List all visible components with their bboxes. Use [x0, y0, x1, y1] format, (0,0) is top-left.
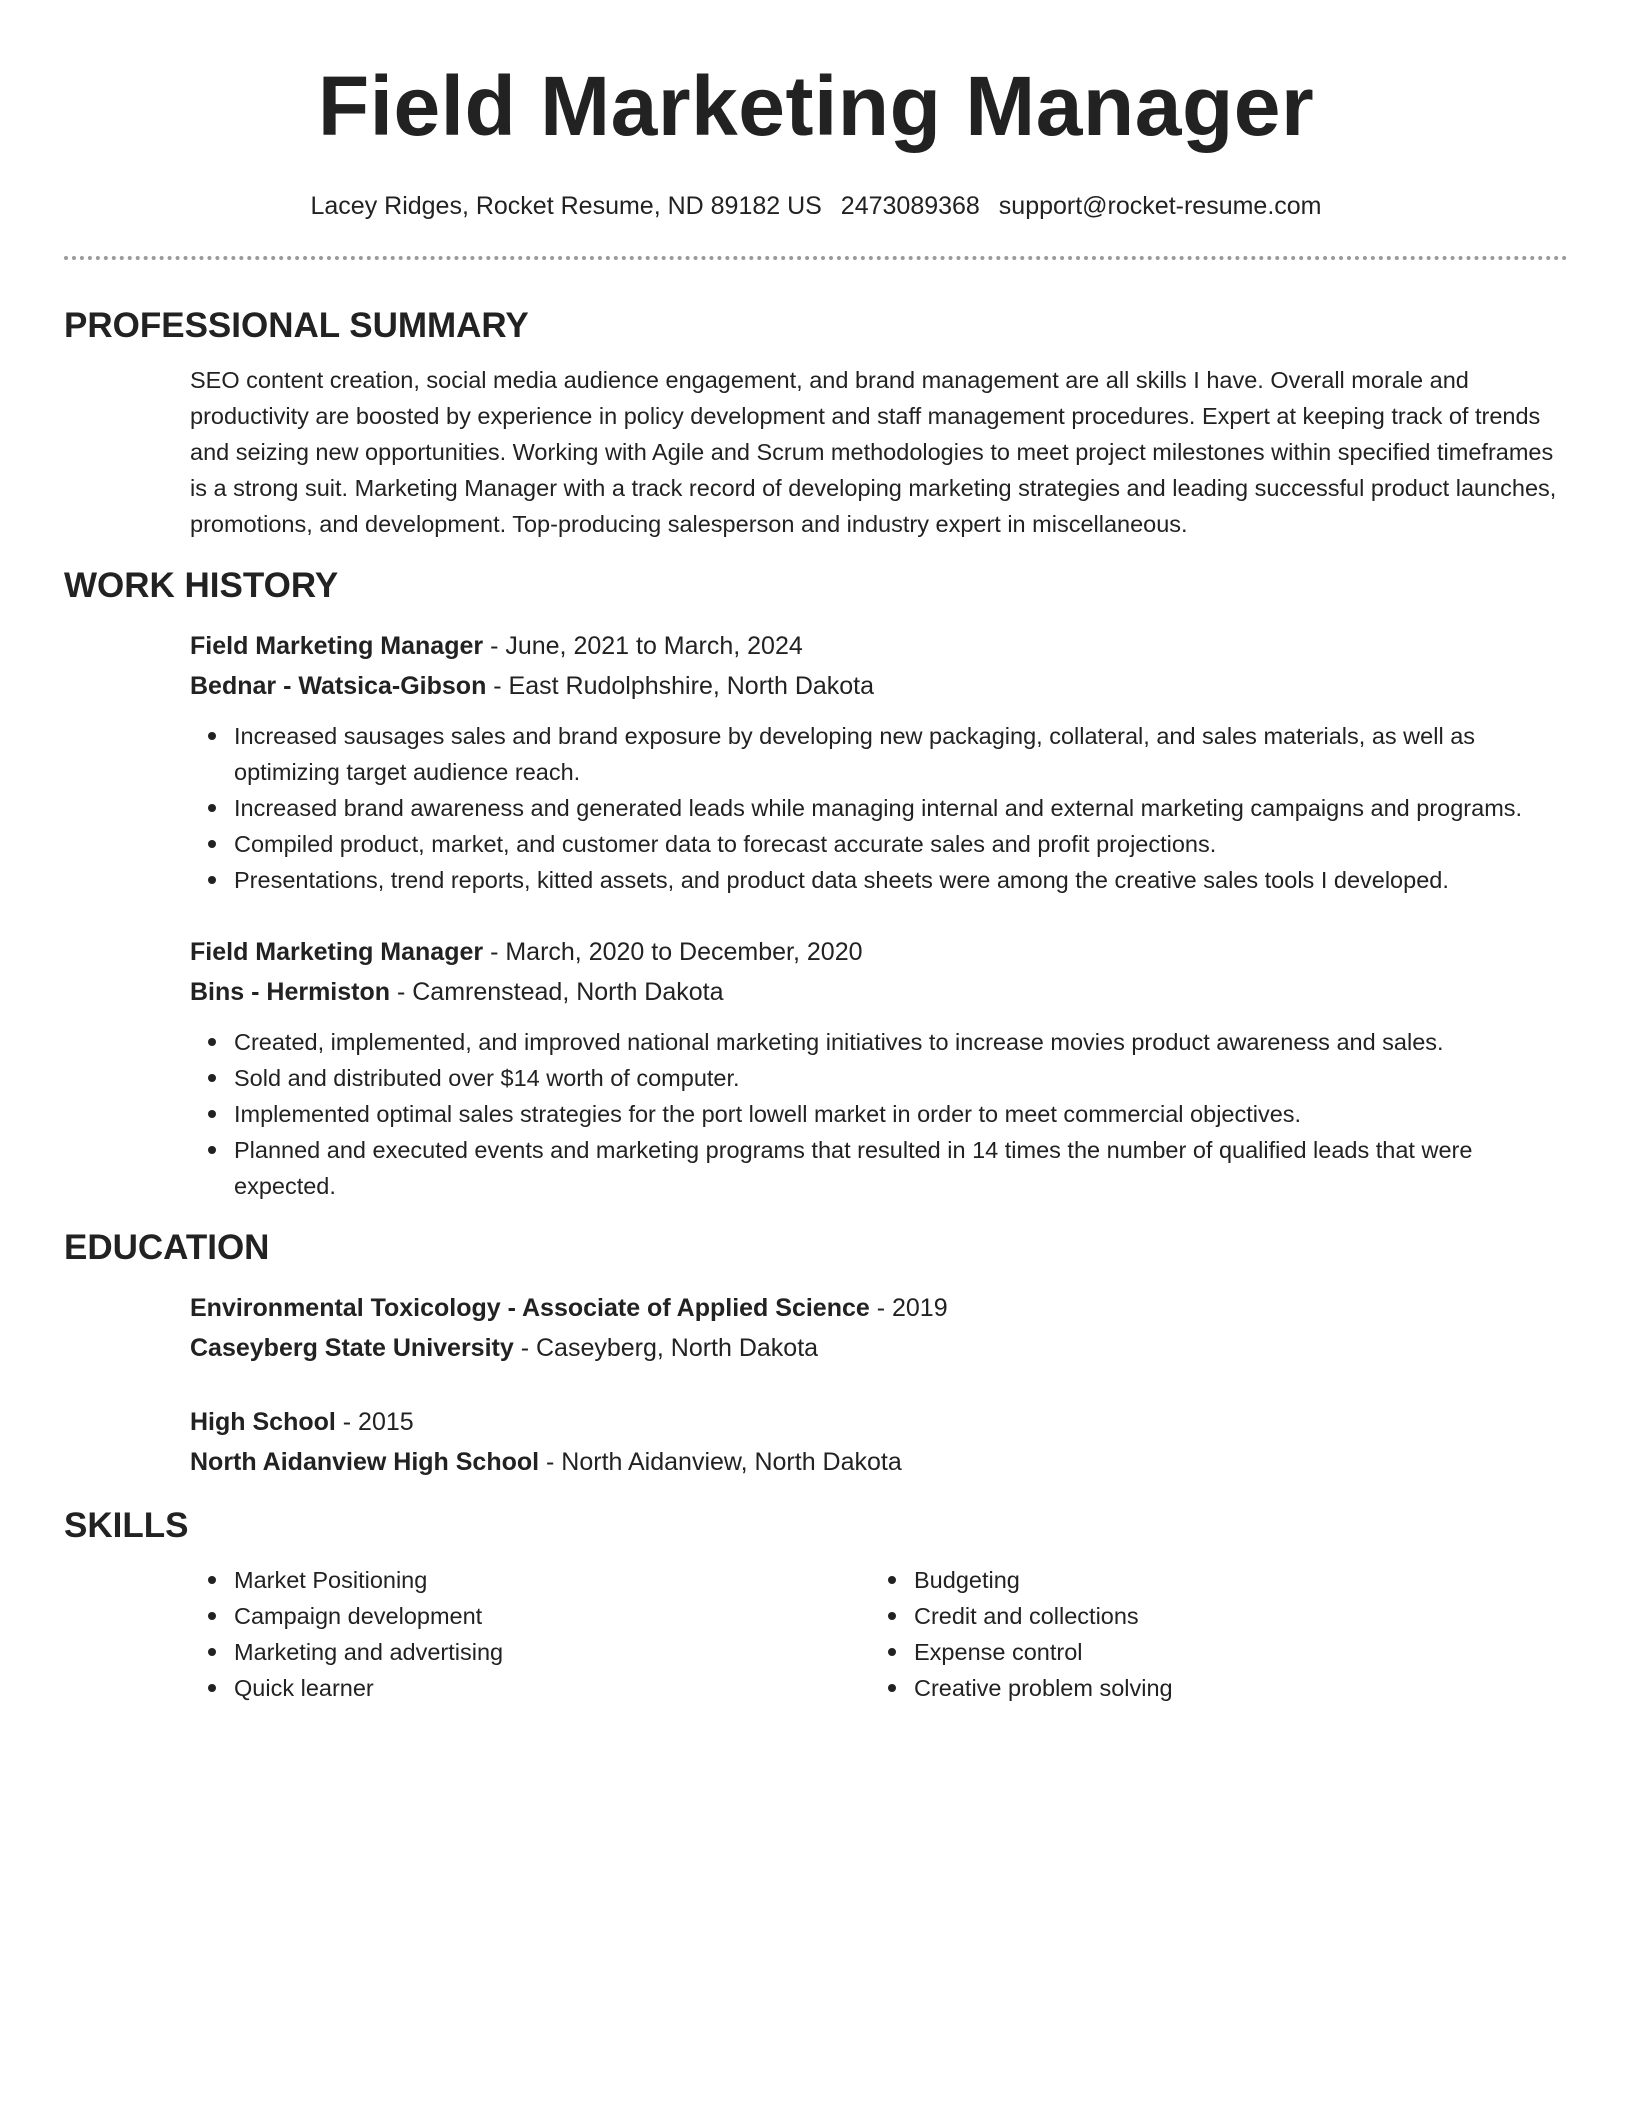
skills-grid: [64, 1554, 1568, 1706]
job-bullet: Increased brand awareness and generated leads while managing internal and external marketing campaigns and programs.: [234, 790, 1568, 826]
skills-column-right: [870, 1554, 1550, 1706]
skill-item: Credit and collections: [914, 1598, 1550, 1634]
degree-line: [190, 1402, 1568, 1442]
job-location: - East Rudolphshire, North Dakota: [486, 672, 875, 700]
work-history-section: [64, 564, 1568, 1204]
skill-item: Marketing and advertising: [234, 1634, 870, 1670]
skills-column-left: [190, 1554, 870, 1706]
job-entry: [64, 626, 1568, 898]
job-dates: - June, 2021 to March, 2024: [483, 632, 803, 660]
job-bullet: Planned and executed events and marketing programs that resulted in 14 times the number of qualified leads that were expected.: [234, 1132, 1568, 1204]
degree-name: Environmental Toxicology - Associate of Applied Science: [190, 1294, 870, 1322]
degree-year: - 2019: [869, 1294, 948, 1322]
job-bullet: Implemented optimal sales strategies for the port lowell market in order to meet commercial objectives.: [234, 1096, 1568, 1132]
job-company-line: [190, 666, 1568, 706]
skill-item: Market Positioning: [234, 1562, 870, 1598]
contact-email: support@rocket-resume.com: [998, 192, 1322, 220]
degree-line: [190, 1288, 1568, 1328]
job-company: Bins - Hermiston: [190, 978, 391, 1006]
school-line: [190, 1328, 1568, 1368]
job-role: Field Marketing Manager: [190, 938, 484, 966]
job-location: - Camrenstead, North Dakota: [390, 978, 724, 1006]
skill-item: Expense control: [914, 1634, 1550, 1670]
job-title-line: [190, 626, 1568, 666]
degree-name: High School: [190, 1408, 336, 1436]
skills-section: [64, 1504, 1568, 1706]
job-bullet: Created, implemented, and improved national marketing initiatives to increase movies product awareness and sales.: [234, 1024, 1568, 1060]
job-bullet: Presentations, trend reports, kitted assets, and product data sheets were among the creative sales tools I developed.: [234, 862, 1568, 898]
skill-item: Creative problem solving: [914, 1670, 1550, 1706]
job-bullet: Increased sausages sales and brand exposure by developing new packaging, collateral, and sales materials, as well as optimizing target audience reach.: [234, 718, 1568, 790]
job-company-line: [190, 972, 1568, 1012]
job-title-line: [190, 932, 1568, 972]
job-bullets: [190, 718, 1568, 898]
contact-line: [64, 190, 1568, 222]
school-location: - Caseyberg, North Dakota: [513, 1334, 819, 1362]
skill-item: Budgeting: [914, 1562, 1550, 1598]
degree-year: - 2015: [335, 1408, 414, 1436]
skill-item: Campaign development: [234, 1598, 870, 1634]
job-role: Field Marketing Manager: [190, 632, 484, 660]
professional-summary-section: [64, 304, 1568, 542]
summary-text: SEO content creation, social media audience engagement, and brand management are all skills I have. Overall morale and productivity are boosted by experience in policy development and staff management procedures. Expert at keeping track of trends and seizing new opportunities. Working with Agile and Scrum methodologies to meet project milestones within specified timeframes is a strong suit. Marketing Manager with a track record of developing marketing strategies and leading successful product launches, promotions, and development. Top-producing salesperson and industry expert in miscellaneous.: [190, 367, 1557, 537]
header-divider: [64, 256, 1568, 260]
education-section: [64, 1226, 1568, 1482]
skills-list-left: [190, 1562, 870, 1706]
resume-title: Field Marketing Manager: [317, 59, 1315, 153]
job-dates: - March, 2020 to December, 2020: [483, 938, 863, 966]
job-bullets: [190, 1024, 1568, 1204]
job-bullet: Sold and distributed over $14 worth of computer.: [234, 1060, 1568, 1096]
contact-phone: 2473089368: [840, 192, 980, 220]
section-title-summary: PROFESSIONAL SUMMARY: [64, 306, 529, 345]
school-name: Caseyberg State University: [190, 1334, 514, 1362]
skills-list-right: [870, 1562, 1550, 1706]
job-entry: [64, 932, 1568, 1204]
education-entry: [64, 1402, 1568, 1482]
school-name: North Aidanview High School: [190, 1448, 540, 1476]
resume-header: [64, 0, 1568, 260]
school-location: - North Aidanview, North Dakota: [539, 1448, 902, 1476]
section-title-skills: SKILLS: [64, 1506, 189, 1545]
contact-address: Lacey Ridges, Rocket Resume, ND 89182 US: [310, 192, 822, 220]
job-company: Bednar - Watsica-Gibson: [190, 672, 487, 700]
education-entry: [64, 1288, 1568, 1368]
section-title-education: EDUCATION: [64, 1228, 270, 1267]
skill-item: Quick learner: [234, 1670, 870, 1706]
job-bullet: Compiled product, market, and customer data to forecast accurate sales and profit projections.: [234, 826, 1568, 862]
school-line: [190, 1442, 1568, 1482]
section-title-work-history: WORK HISTORY: [64, 566, 339, 605]
